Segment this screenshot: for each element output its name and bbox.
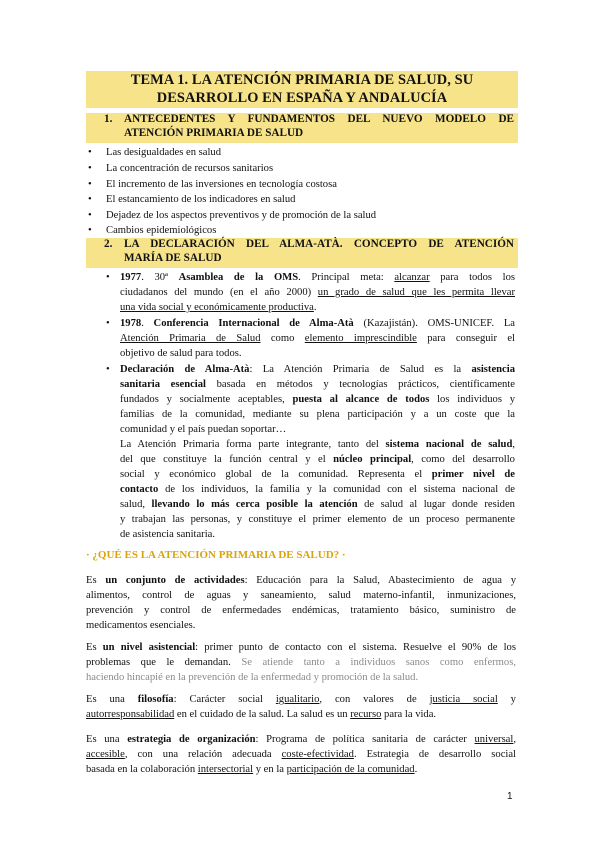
- text: prevención y control de enfermedades endémicas, tratamiento básico, suministro de: [86, 605, 516, 616]
- text: contacto: [120, 484, 159, 495]
- text: un conjunto de actividades: [105, 575, 245, 586]
- text: 1977: [120, 272, 142, 283]
- text: de los individuos, la familia y la comunidad con el sistema nacional de: [158, 484, 515, 495]
- text: y: [497, 694, 516, 705]
- text: problemas que le demandan.: [86, 657, 242, 668]
- text: Se atiende tanto a individuos sanos como enfermos,: [241, 657, 516, 668]
- text: estrategia de organización: [127, 734, 256, 745]
- text: fundados y socialmente aceptables,: [120, 394, 293, 405]
- paragraph-activities: [86, 573, 516, 633]
- text: Conferencia Internacional de Alma-Atà: [153, 318, 354, 329]
- text: filosofía: [137, 694, 174, 705]
- text: de asistencia sanitaria.: [120, 529, 216, 540]
- list-item: • El incremento de las inversiones en tecnología costosa: [106, 177, 337, 192]
- section-2-title-line-1: LA DECLARACIÓN DEL ALMA-ATÀ. CONCEPTO DE ATENCIÓN: [124, 238, 514, 250]
- document-title: [86, 71, 518, 108]
- text: accesible: [86, 749, 125, 760]
- text: alimentos, control de aguas y saneamiento, salud materno-infantil, inmunizaciones,: [86, 590, 516, 601]
- text: .: [414, 764, 418, 775]
- title-line-1: TEMA 1. LA ATENCIÓN PRIMARIA DE SALUD, SU: [130, 72, 474, 88]
- section-2-title-line-2: MARÍA DE SALUD: [124, 251, 222, 264]
- list-item: • La concentración de recursos sanitarios: [106, 161, 273, 176]
- page-number: 1: [507, 791, 513, 802]
- text: asistencia: [471, 364, 515, 375]
- text: medicamentos esenciales.: [86, 620, 196, 631]
- text: salud,: [120, 499, 152, 510]
- text: basada en la colaboración: [86, 764, 198, 775]
- section-1-title-line-2: ATENCIÓN PRIMARIA DE SALUD: [124, 126, 304, 139]
- text: 1978: [120, 318, 142, 329]
- text: objetivo de salud para todos.: [120, 348, 242, 359]
- text: La Atención Primaria forma parte integrante, tanto del: [120, 439, 386, 450]
- text: sistema nacional de salud: [385, 439, 513, 450]
- text: Asamblea de la OMS: [178, 272, 299, 283]
- text: núcleo principal: [333, 454, 412, 465]
- text: : Programa de política sanitaria de carácter: [255, 734, 475, 745]
- list-item: • Dejadez de los aspectos preventivos y de promoción de la salud: [106, 208, 376, 223]
- text: , como del desarrollo: [411, 454, 515, 465]
- text: del que constituye la función central y el: [120, 454, 334, 465]
- text: puesta al alcance de todos: [292, 394, 430, 405]
- bullet-declaracion: [120, 362, 515, 542]
- text: como: [260, 333, 305, 344]
- text: en el cuidado de la salud. La salud es un: [174, 709, 351, 720]
- list-item: • Cambios epidemiológicos: [106, 223, 216, 238]
- text: para todos los: [429, 272, 515, 283]
- text: de salud al lugar donde residen: [357, 499, 515, 510]
- text: haciendo hincapié en la prevención de la enfermedad y promoción de la salud.: [86, 672, 419, 683]
- text: un nivel asistencial: [102, 642, 196, 653]
- list-item: • Las desigualdades en salud: [106, 145, 221, 160]
- text: llevando lo más cerca posible la atención: [151, 499, 358, 510]
- text: alcanzar: [394, 272, 430, 283]
- bullet-1977: [120, 270, 515, 315]
- text: ,: [512, 439, 515, 450]
- text: : primer punto de contacto con el sistema. Resuelve el 90% de los: [195, 642, 516, 653]
- text: basada en métodos y tecnologías prácticos, científicamente: [205, 379, 515, 390]
- text: comunidad y el país puedan soportar…: [120, 424, 287, 435]
- text: , con valores de: [319, 694, 430, 705]
- paragraph-filosofia: [86, 692, 516, 722]
- text: (Kazajistán). OMS-UNICEF. La: [353, 318, 515, 329]
- text: primer nivel de: [431, 469, 516, 480]
- text: elemento imprescindible: [304, 333, 417, 344]
- text: : Carácter social: [173, 694, 276, 705]
- text: Declaración de Alma-Atà: [120, 364, 250, 375]
- text: recurso: [350, 709, 382, 720]
- text: Es una: [86, 734, 128, 745]
- text: familias de la comunidad, mediante su plena participación y a un coste que la: [120, 409, 515, 420]
- text: intersectorial: [197, 764, 254, 775]
- text: y en la: [253, 764, 287, 775]
- text: un grado de salud que les permita llevar: [317, 287, 515, 298]
- text: Atención Primaria de Salud: [120, 333, 261, 344]
- text: social y económico global de la comunidad. Representa el: [120, 469, 432, 480]
- text: los individuos y: [429, 394, 515, 405]
- text: ciudadanos del mundo (en el año 2000): [120, 287, 318, 298]
- text: una vida social y económicamente productiva: [120, 302, 314, 313]
- text: para conseguir el: [416, 333, 515, 344]
- text: ,: [513, 734, 516, 745]
- text: .: [313, 302, 317, 313]
- bullet-icon: [106, 316, 110, 331]
- bullet-1978: [120, 316, 515, 361]
- list-item: • El estancamiento de los indicadores en salud: [106, 192, 295, 207]
- text: : La Atención Primaria de Salud es la: [249, 364, 472, 375]
- text: justicia social: [429, 694, 498, 705]
- text: Es una: [86, 694, 138, 705]
- text: coste-efectividad: [281, 749, 354, 760]
- text: igualitario: [275, 694, 320, 705]
- paragraph-nivel: [86, 640, 516, 685]
- section-2-heading: [86, 238, 518, 268]
- text: . Principal meta:: [298, 272, 395, 283]
- text: , con una relación adecuada: [124, 749, 282, 760]
- section-1-heading: [86, 113, 518, 143]
- text: Es: [86, 642, 103, 653]
- text: participación de la comunidad: [286, 764, 415, 775]
- text: sanitaria esencial: [120, 379, 206, 390]
- section-2-number: 2.: [104, 238, 113, 250]
- bullet-icon: [106, 362, 110, 377]
- bullet-icon: [106, 270, 110, 285]
- title-line-2: DESARROLLO EN ESPAÑA Y ANDALUCÍA: [156, 90, 448, 106]
- text: .: [141, 318, 154, 329]
- text: . Estrategia de desarrollo social: [353, 749, 516, 760]
- section-1-title-line-1: ANTECEDENTES Y FUNDAMENTOS DEL NUEVO MODELO DE: [124, 113, 514, 125]
- paragraph-estrategia: [86, 732, 516, 777]
- text: Es: [86, 575, 106, 586]
- text: . 30ª: [141, 272, 179, 283]
- what-is-aps-heading: · ¿QUÉ ES LA ATENCIÓN PRIMARIA DE SALUD? ·: [86, 549, 346, 561]
- text: para la vida.: [381, 709, 437, 720]
- text: : Educación para la Salud, Abastecimiento de agua y: [244, 575, 517, 586]
- text: y trabajan las personas, y constituye el primer elemento de un proceso permanente: [120, 514, 515, 525]
- text: universal: [474, 734, 514, 745]
- section-1-number: 1.: [104, 113, 113, 125]
- text: autorresponsabilidad: [86, 709, 175, 720]
